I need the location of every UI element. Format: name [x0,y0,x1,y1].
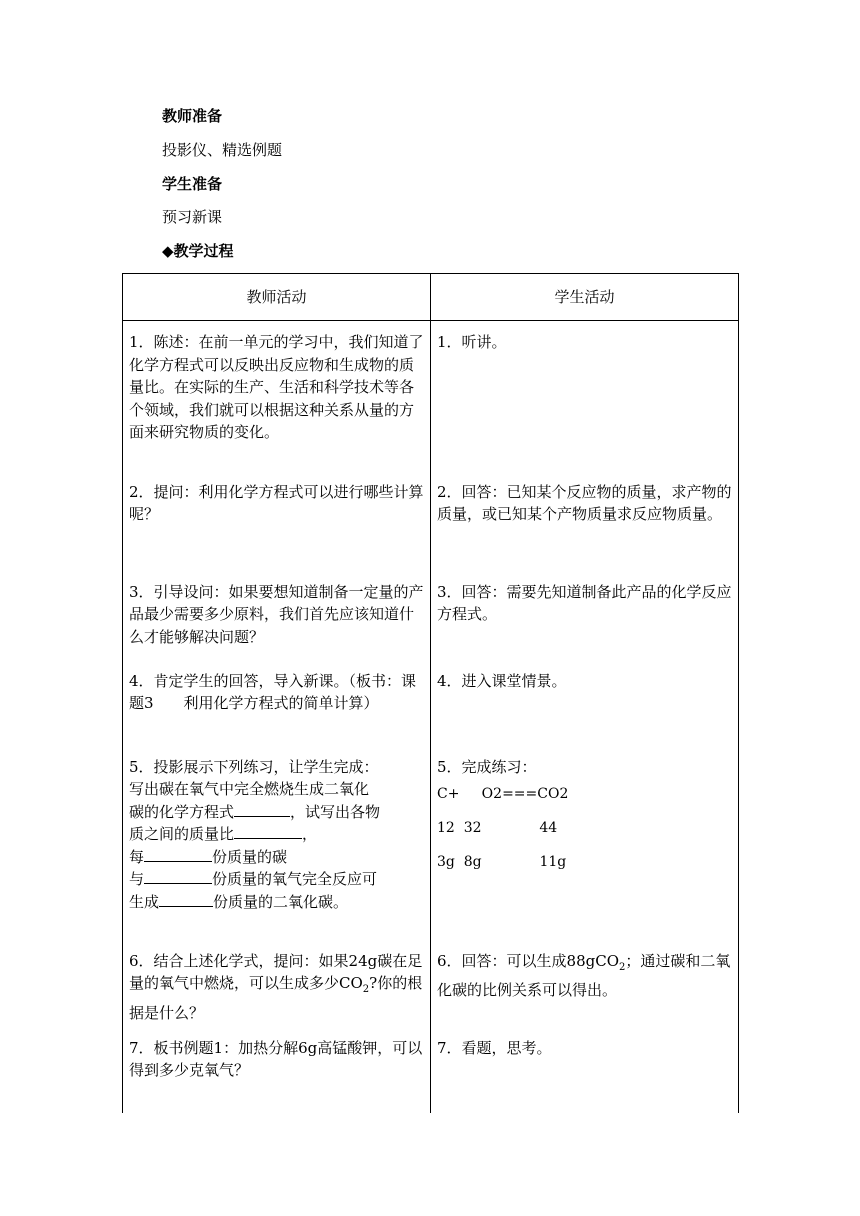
student-prep-heading: 学生准备 [162,175,223,193]
student-activity-header: 学生活动 [430,274,738,321]
teacher-prep-text: 投影仪、精选例题 [162,141,283,159]
teacher-activity-4: 4．肯定学生的回答，导入新课。（板书：课题3 利用化学方程式的简单计算） [129,671,417,712]
fill-blank-carbon-mass[interactable] [144,846,212,862]
table-row [123,1033,739,1113]
teacher-activity-7: 7．板书例题1：加热分解6g高锰酸钾，可以得到多少克氧气？ [129,1038,423,1079]
teacher-activity-1: 1．陈述：在前一单元的学习中，我们知道了化学方程式可以反映出反应物和生成物的质量比。在实际的生产、生活和科学技术等各个领域，我们就可以根据这种关系从量的方面来研究物质的变化。 [129,333,424,441]
student-prep-text: 预习新课 [162,208,223,226]
process-heading: ◆教学过程 [162,242,234,260]
table-row [123,571,739,666]
teacher-activity-5: 5．投影展示下列练习，让学生完成： 写出碳在氧气中完全燃烧生成二氧化 碳的化学方程式 ，试写出各物 质之间的质量比 ， 每 份质量的碳 与 份质量的氧气完全反应可 生成 份质量的二氧化碳。 [129,757,381,911]
table-row [123,756,739,938]
teacher-activity-header: 教师活动 [123,274,431,321]
actual-masses: 3g 8g 11g [436,854,567,870]
student-activity-2: 2．回答：已知某个反应物的质量，求产物的质量，或已知某个产物质量求反应物质量。 [436,482,732,523]
student-activity-6: 6．回答：可以生成88gCO$_2$；通过碳和二氧化碳的比例关系可以得出。 [436,951,731,999]
table-row [123,938,739,1033]
student-activity-4: 4．进入课堂情景。 [436,671,567,690]
teacher-prep-heading: 教师准备 [162,107,223,125]
student-activity-1: 1．听讲。 [436,333,507,351]
teacher-activity-3: 3．引导设问：如果要想知道制备一定量的产品最少需要多少原料，我们首先应该知道什么才能够解决问题？ [129,582,424,646]
fill-blank-co2-mass[interactable] [159,891,213,907]
fill-blank-oxygen-mass[interactable] [144,868,212,884]
teacher-activity-6: 6．结合上述化学式，提问：如果24g碳在足量的氧气中燃烧，可以生成多少$CO_2$?你的根据是什么？ [129,951,423,1022]
relative-masses: 12 32 44 [436,820,558,836]
teaching-process-table [122,273,739,1113]
teacher-activity-2: 2．提问：利用化学方程式可以进行哪些计算呢？ [129,482,424,523]
student-activity-5: 5．完成练习： C+ O2===CO2 12 32 44 3g 8g 11g [437,756,732,872]
fill-blank-equation[interactable] [234,801,290,817]
student-activity-7: 7．看题，思考。 [436,1038,552,1057]
chemical-equation: C+ O2===CO2 [436,786,569,802]
table-row [123,473,739,571]
table-header-row [123,274,739,321]
student-activity-3: 3．回答：需要先知道制备此产品的化学反应方程式。 [436,582,732,623]
table-row [123,321,739,473]
table-row [123,666,739,756]
fill-blank-mass-ratio[interactable] [234,823,302,839]
